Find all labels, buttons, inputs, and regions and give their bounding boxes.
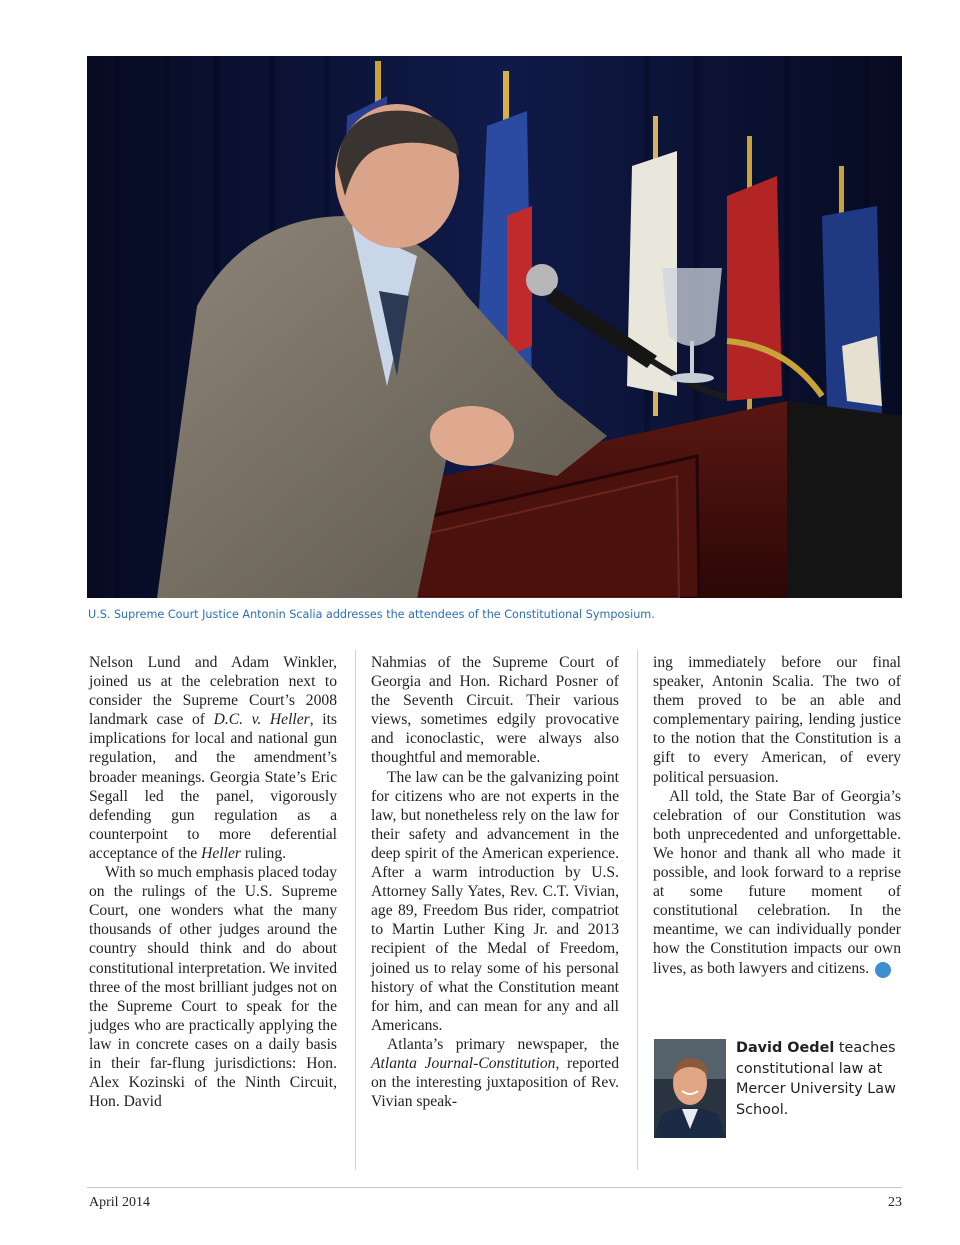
article-column-1: [89, 653, 337, 1173]
paragraph: Nelson Lund and Adam Winkler, joined us at the celebration next to consider the Supreme Court’s 2008 landmark case of D.C. v. Heller, its implications for local and national gun regulation, and the amendment’s broader meanings. Georgia State’s Eric Segall led the panel, vigorously defending gun regulation as a counterpoint to more deferential acceptance of the Heller ruling.: [89, 654, 337, 862]
case-short-title: Heller: [201, 844, 241, 862]
author-box: [653, 1038, 903, 1142]
main-photo: [87, 56, 902, 598]
author-name: David Oedel: [736, 1040, 835, 1056]
article-column-2: [371, 653, 619, 1173]
column-divider: [637, 650, 638, 1170]
paragraph: The law can be the galvanizing point for citizens who are not experts in the law, but nonetheless rely on the law for their safety and advancement in the deep spirit of the American experience. After a warm introduction by U.S. Attorney Sally Yates, Rev. C.T. Vivian, age 89, Freedom Bus rider, compatriot to Martin Luther King Jr. and 2013 recipient of the Medal of Freedom, joined us to relay some of his personal history of what the Constitution meant for him, and can mean for any and all Americans.: [371, 768, 619, 1034]
newspaper-title: Atlanta Journal-Constitution: [371, 1054, 556, 1072]
photo-caption: U.S. Supreme Court Justice Antonin Scalia addresses the attendees of the Constitutional Symposium.: [88, 608, 655, 621]
speaker-photo-illustration: [87, 56, 902, 598]
page-number: 23: [888, 1195, 902, 1210]
gbj-end-mark-icon: GBJ: [875, 962, 891, 978]
paragraph: Atlanta’s primary newspaper, the Atlanta Journal-Constitution, reported on the interesting juxtaposition of Rev. Vivian speak-: [371, 1035, 619, 1111]
paragraph: All told, the State Bar of Georgia’s celebration of our Constitution was both unprecedented and unforgettable. We honor and thank all who made it possible, and look forward to a reprise at some future moment of constitutional celebration. In the meantime, we can individually ponder how the Constitution impacts our own lives, as both lawyers and citizens. GBJ: [653, 787, 904, 977]
paragraph: ing immediately before our final speaker, Antonin Scalia. The two of them proved to be an able and complementary pairing, lending justice to the notion that the Constitution is a gift to every American, of every political persuasion.: [653, 654, 901, 786]
case-title: D.C. v. Heller: [213, 711, 310, 729]
author-bio: David Oedel teaches constitutional law at Mercer University Law School.: [736, 1040, 896, 1118]
author-portrait-illustration: [654, 1039, 726, 1138]
issue-date: April 2014: [89, 1195, 151, 1210]
paragraph: Nahmias of the Supreme Court of Georgia and Hon. Richard Posner of the Seventh Circuit. Their various views, sometimes edgily provocative and iconoclastic, were always also thoughtful and memorable.: [371, 654, 619, 767]
footer-rule: [87, 1187, 902, 1188]
author-photo: [654, 1039, 726, 1138]
paragraph: With so much emphasis placed today on the rulings of the U.S. Supreme Court, one wonders what the many thousands of other judges around the country should think and do about constitutional interpretation. We invited three of the most brilliant judges not on the Supreme Court to speak for the judges who are practically applying the law in concrete cases on a daily basis in their far-flung jurisdictions: Hon. Alex Kozinski of the Ninth Circuit, Hon. David: [89, 864, 337, 1111]
column-divider: [355, 650, 356, 1170]
